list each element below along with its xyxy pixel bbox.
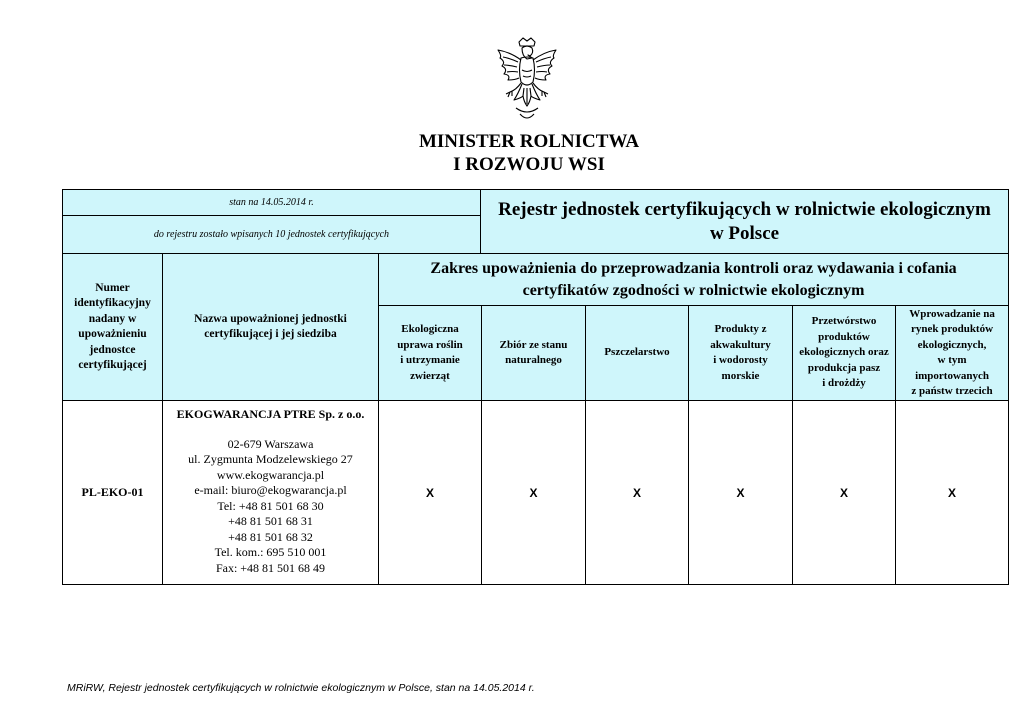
scope-mark: X xyxy=(586,401,689,585)
entity-detail: www.ekogwarancja.pl xyxy=(216,467,325,482)
entity-detail: 02-679 Warszawa xyxy=(227,436,314,451)
col-name-header-line: certyfikującej i jej siedziba xyxy=(204,328,337,340)
entity-detail: +48 81 501 68 32 xyxy=(228,529,313,544)
scope-header xyxy=(379,254,1009,306)
scope-header-line: certyfikatów zgodności w rolnictwie ekologicznym xyxy=(522,281,865,299)
entity-detail: +48 81 501 68 31 xyxy=(228,514,313,528)
scope-mark: X xyxy=(379,401,482,585)
entity-info xyxy=(163,401,379,585)
scope-col-line: Pszczelarstwo xyxy=(604,346,670,359)
entries-note: do rejestru zostało wpisanych 10 jednostek certyfikujących xyxy=(63,216,481,254)
scope-mark: X xyxy=(689,401,793,585)
scope-col-line: Wprowadzanie na xyxy=(909,307,995,320)
scope-mark: X xyxy=(482,401,586,585)
scope-col-line: i wodorosty xyxy=(713,354,768,366)
entity-detail: e-mail: biuro@ekogwarancja.pl xyxy=(194,483,347,497)
scope-col-line: produkcja pasz xyxy=(807,361,881,374)
col-id-header-line: jednostce xyxy=(89,343,136,356)
register-title-line-2: w Polsce xyxy=(709,222,780,244)
scope-col-line: uprawa roślin xyxy=(397,338,463,351)
ministry-name-line-2: I ROZWOJU WSI xyxy=(453,154,605,175)
scope-col-line: rynek produktów xyxy=(911,323,994,335)
scope-col-line: produktów xyxy=(818,330,870,343)
scope-col-wild-collection xyxy=(482,306,586,401)
entity-detail: Tel: +48 81 501 68 30 xyxy=(217,498,324,513)
ministry-name-line-1: MINISTER ROLNICTWA xyxy=(418,131,640,152)
scope-col-line: ekologicznych oraz xyxy=(799,346,889,359)
scope-col-line: i drożdży xyxy=(822,377,866,390)
scope-col-aquaculture xyxy=(689,306,793,401)
scope-col-line: Ekologiczna xyxy=(401,323,459,335)
scope-col-line: z państw trzecich xyxy=(911,385,993,397)
scope-col-line: w tym xyxy=(937,354,967,366)
col-id-header-line: nadany w xyxy=(88,312,137,325)
scope-mark: X xyxy=(793,401,896,585)
polish-eagle-emblem-icon xyxy=(494,36,560,124)
scope-col-crops-animals xyxy=(379,306,482,401)
scope-col-line: Przetwórstwo xyxy=(811,315,877,328)
scope-col-processing xyxy=(793,306,896,401)
scope-col-line: ekologicznych, xyxy=(917,338,987,351)
scope-mark: X xyxy=(896,401,1009,585)
scope-col-line: morskie xyxy=(721,369,760,382)
scope-col-line: naturalnego xyxy=(505,354,562,366)
col-id-header-line: identyfikacyjny xyxy=(74,297,151,309)
register-table xyxy=(62,253,1009,585)
scope-col-market-import xyxy=(896,306,1009,401)
scope-col-beekeeping xyxy=(586,306,689,401)
col-id-header xyxy=(63,254,163,401)
table-row xyxy=(63,401,1009,585)
col-id-header-line: certyfikującej xyxy=(78,359,147,371)
scope-col-line: i utrzymanie xyxy=(400,354,460,366)
register-title-line-1: Rejestr jednostek certyfikujących w rolnictwie ekologicznym xyxy=(498,198,991,220)
scope-col-line: Produkty z xyxy=(714,323,767,335)
scope-col-line: zwierząt xyxy=(410,369,450,382)
scope-header-line: Zakres upoważnienia do przeprowadzania kontroli oraz wydawania i cofania xyxy=(430,259,957,277)
scope-col-line: akwakultury xyxy=(710,338,771,351)
page-footer: MRiRW, Rejestr jednostek certyfikujących w rolnictwie ekologicznym w Polsce, stan na 14.05.2014 r. xyxy=(67,682,535,694)
scope-col-line: importowanych xyxy=(915,369,990,382)
entity-detail: ul. Zygmunta Modzelewskiego 27 xyxy=(188,452,353,466)
entity-name: EKOGWARANCJA PTRE Sp. z o.o. xyxy=(176,407,365,421)
scope-col-line: Zbiór ze stanu xyxy=(499,338,568,351)
entity-id: PL-EKO-01 xyxy=(63,401,163,585)
entity-detail: Fax: +48 81 501 68 49 xyxy=(215,560,326,575)
col-name-header xyxy=(163,254,379,401)
col-id-header-line: Numer xyxy=(95,281,130,294)
register-header xyxy=(62,189,1009,254)
status-date: stan na 14.05.2014 r. xyxy=(63,190,481,216)
entity-detail: Tel. kom.: 695 510 001 xyxy=(214,545,327,559)
register-title xyxy=(481,190,1009,254)
col-id-header-line: upoważnieniu xyxy=(78,328,147,340)
col-name-header-line: Nazwa upoważnionej jednostki xyxy=(194,312,347,325)
